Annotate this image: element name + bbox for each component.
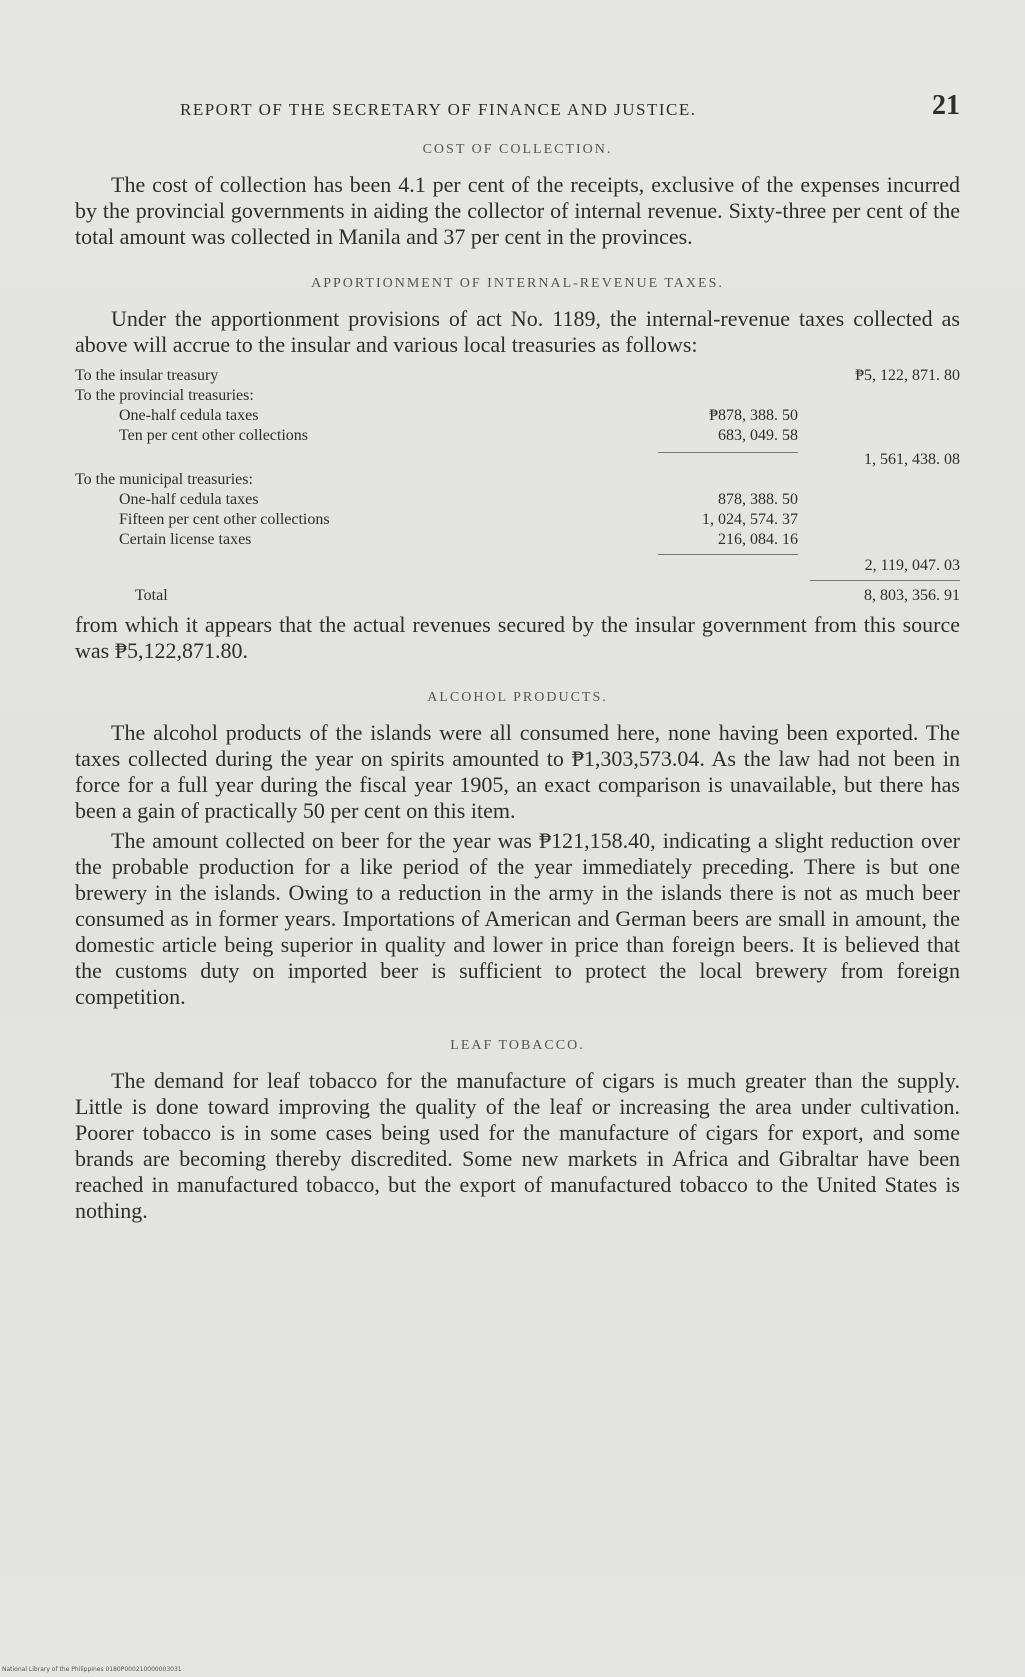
page-content bbox=[75, 90, 960, 1228]
paragraph-apportionment-conclusion: from which it appears that the actual revenues secured by the insular government from this source was ₱5,122,871.80. bbox=[75, 612, 960, 663]
row-amount: ₱878, 388. 50 bbox=[709, 407, 798, 424]
total-rule bbox=[810, 580, 960, 581]
table-row-municipal-item bbox=[75, 510, 960, 530]
library-stamp: National Library of the Philippines 0180P000210000003031 bbox=[2, 1666, 182, 1673]
row-label: Ten per cent other collections bbox=[119, 427, 309, 444]
row-amount: 216, 084. 16 bbox=[718, 531, 798, 548]
table-row-provincial-item bbox=[75, 426, 960, 446]
table-row-municipal-item bbox=[75, 530, 960, 550]
table-row-provincial-total bbox=[75, 446, 960, 470]
section-heading-apportionment: APPORTIONMENT OF INTERNAL-REVENUE TAXES. bbox=[311, 276, 724, 291]
row-label: To the provincial treasuries: bbox=[75, 387, 254, 404]
section-heading-cost-of-collection: COST OF COLLECTION. bbox=[422, 142, 613, 157]
running-title: REPORT OF THE SECRETARY OF FINANCE AND JUSTICE. bbox=[180, 100, 697, 119]
subtotal-rule bbox=[658, 452, 798, 453]
table-row-municipal-heading bbox=[75, 470, 960, 490]
paragraph-alcohol-1: The alcohol products of the islands were all consumed here, none having been exported. The taxes collected during the year on spirits amounted to ₱1,303,573.04. As the law had not been in force for a full year during the fiscal year 1905, an exact comparison is unavailable, but there has been a gain of practically 50 per cent on this item. bbox=[75, 720, 960, 823]
running-header bbox=[75, 90, 960, 130]
table-row-provincial-heading bbox=[75, 386, 960, 406]
apportionment-table bbox=[75, 366, 960, 606]
page-number: 21 bbox=[932, 90, 960, 121]
row-amount: ₱5, 122, 871. 80 bbox=[855, 367, 960, 384]
row-label: Certain license taxes bbox=[119, 531, 252, 548]
row-amount: 8, 803, 356. 91 bbox=[864, 587, 960, 604]
row-amount: 1, 024, 574. 37 bbox=[702, 511, 798, 528]
row-label: To the insular treasury bbox=[75, 367, 219, 384]
row-amount: 683, 049. 58 bbox=[718, 427, 798, 444]
section-heading-leaf-tobacco: LEAF TOBACCO. bbox=[450, 1038, 585, 1053]
row-label: Fifteen per cent other collections bbox=[119, 511, 330, 528]
row-amount: 2, 119, 047. 03 bbox=[864, 557, 960, 574]
table-row-insular bbox=[75, 366, 960, 386]
table-row-municipal-total bbox=[75, 550, 960, 576]
paragraph-cost-of-collection: The cost of collection has been 4.1 per cent of the receipts, exclusive of the expenses incurred by the provincial governments in aiding the collector of internal revenue. Sixty-three per cent of the total amount was collected in Manila and 37 per cent in the provinces. bbox=[75, 172, 960, 249]
paragraph-apportionment: Under the apportionment provisions of act No. 1189, the internal-revenue taxes collected as above will accrue to the insular and various local treasuries as follows: bbox=[75, 306, 960, 357]
row-label: Total bbox=[135, 587, 168, 604]
row-label: One-half cedula taxes bbox=[119, 407, 259, 424]
table-row-municipal-item bbox=[75, 490, 960, 510]
row-amount: 878, 388. 50 bbox=[718, 491, 798, 508]
table-row-total bbox=[75, 576, 960, 606]
row-amount: 1, 561, 438. 08 bbox=[864, 451, 960, 468]
row-label: One-half cedula taxes bbox=[119, 491, 259, 508]
row-label: To the municipal treasuries: bbox=[75, 471, 253, 488]
paragraph-leaf-tobacco: The demand for leaf tobacco for the manufacture of cigars is much greater than the supply. Little is done toward improving the quality of the leaf or increasing the area under cultivation. Poorer tobacco is in some cases being used for the manufacture of cigars for export, and some brands are becoming thereby discredited. Some new markets in Africa and Gibraltar have been reached in manufactured tobacco, but the export of manufactured tobacco to the United States is nothing. bbox=[75, 1068, 960, 1223]
table-row-provincial-item bbox=[75, 406, 960, 426]
subtotal-rule bbox=[658, 554, 798, 555]
paragraph-alcohol-2: The amount collected on beer for the year was ₱121,158.40, indicating a slight reduction over the probable production for a like period of the year immediately preceding. There is but one brewery in the islands. Owing to a reduction in the army in the islands there is not as much beer consumed as in former years. Importations of American and German beers are small in amount, the domestic article being superior in quality and lower in price than foreign beers. It is believed that the customs duty on imported beer is sufficient to protect the local brewery from foreign competition. bbox=[75, 828, 960, 1009]
section-heading-alcohol: ALCOHOL PRODUCTS. bbox=[427, 690, 608, 705]
